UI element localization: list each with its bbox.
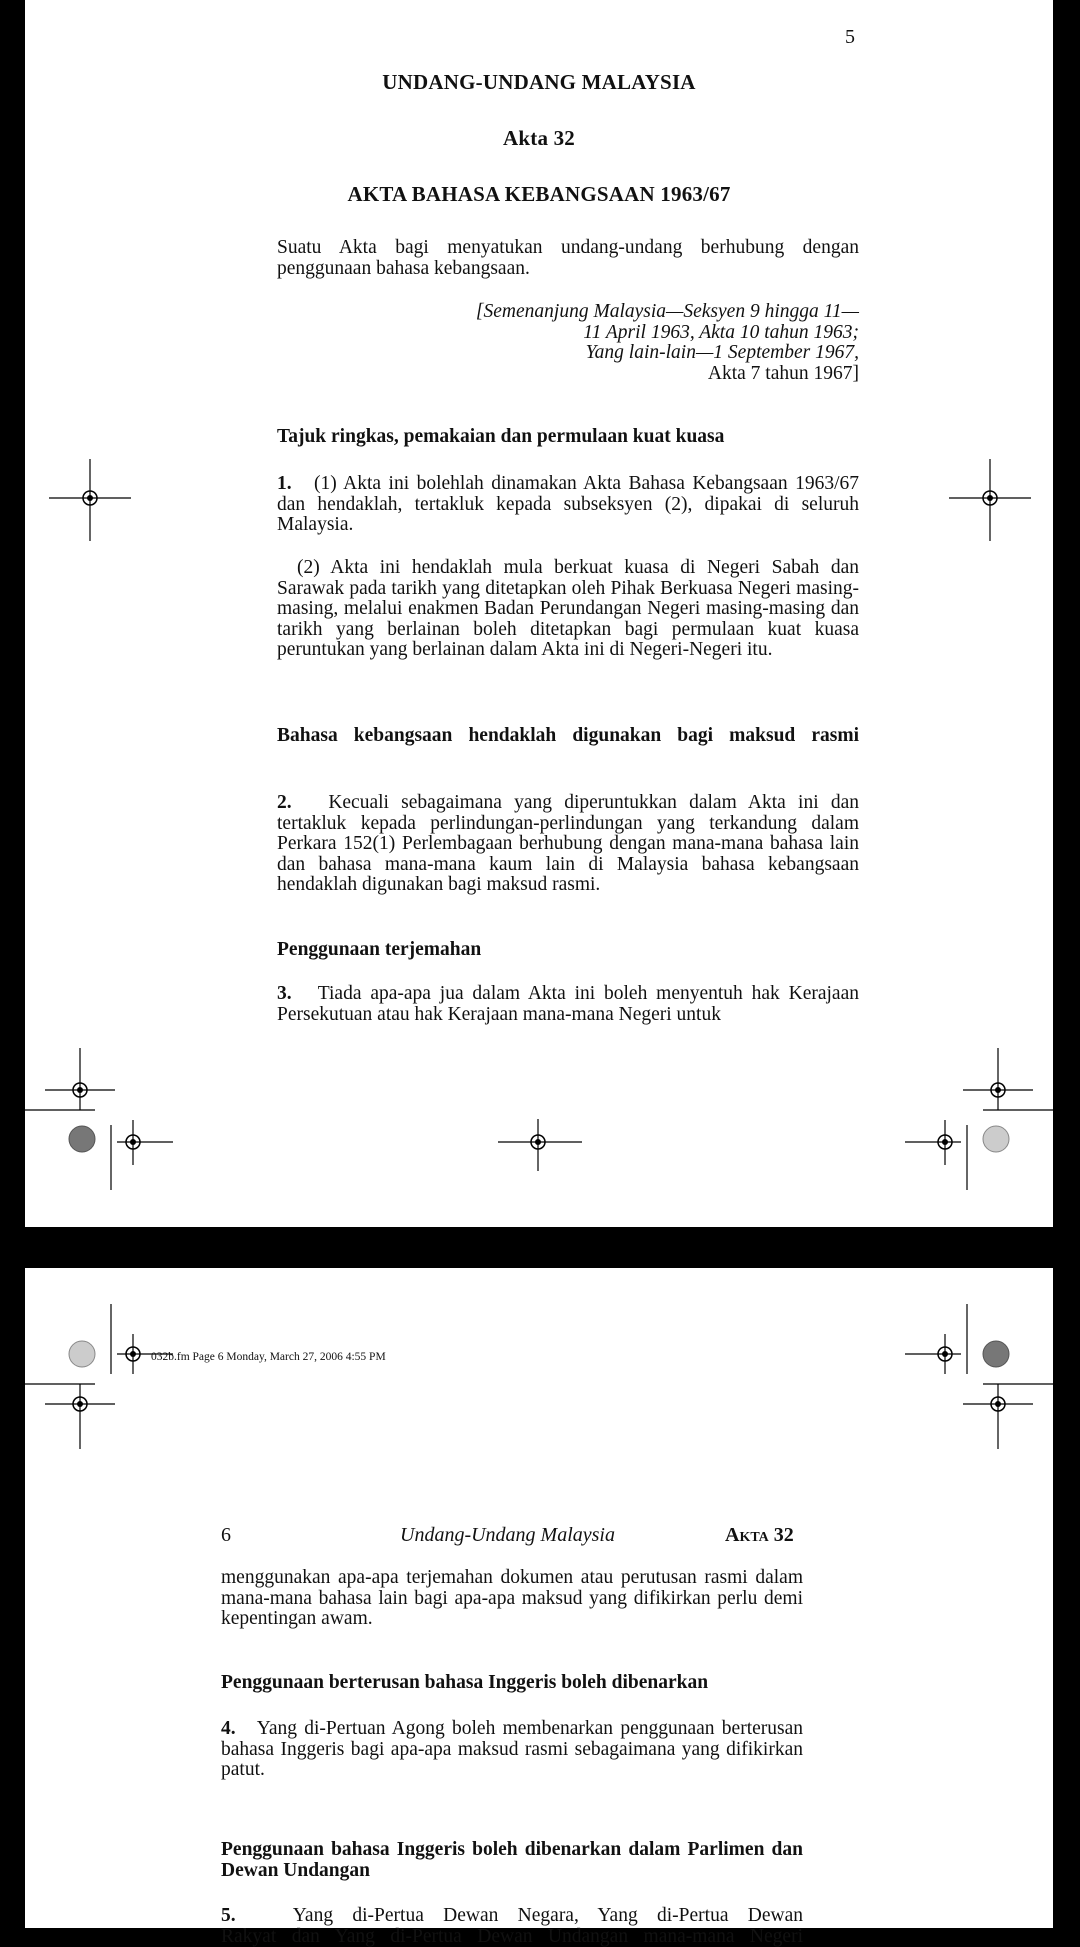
registration-mark-right-icon bbox=[945, 455, 1035, 545]
section-3-heading: Penggunaan terjemahan bbox=[277, 939, 482, 960]
section-2-heading-line bbox=[277, 726, 859, 747]
file-slug: 032b.fm Page 6 Monday, March 27, 2006 4:55 PM bbox=[151, 1351, 386, 1363]
commencement-line-3: Yang lain-lain—1 September 1967, bbox=[585, 342, 859, 363]
section-1-subsection-2: (2) Akta ini hendaklah mula berkuat kuasa di Negeri Sabah dan Sarawak pada tarikh yang ditetapkan oleh Pihak Berkuasa Negeri masing-masing, melalui enakmen Badan Perundangan Negeri masing-masing dan tarikh yang berlainan boleh ditetapkan bagi permulaan kuat kuasa peruntukan yang berlainan dalam Akta ini di Negeri-Negeri itu. bbox=[277, 557, 859, 660]
commencement-note bbox=[415, 302, 859, 384]
section-1-subsection-1 bbox=[277, 474, 859, 536]
crop-marks-top-right-icon bbox=[883, 1304, 1053, 1454]
running-act-number: 32 bbox=[773, 1524, 794, 1546]
crop-marks-bottom-left-icon bbox=[25, 1040, 195, 1190]
section-2-body bbox=[277, 793, 859, 896]
running-title: Undang-Undang Malaysia bbox=[400, 1524, 615, 1546]
section-4-body bbox=[221, 1719, 803, 1781]
section-1-number: 1. bbox=[277, 473, 292, 494]
section-5-number: 5. bbox=[221, 1905, 236, 1926]
running-act-word: Akta bbox=[725, 1524, 769, 1546]
law-title: UNDANG-UNDANG MALAYSIA bbox=[382, 70, 696, 94]
section-2-heading: Bahasa kebangsaan hendaklah digunakan bagi maksud rasmi bbox=[277, 725, 859, 746]
section-3-body bbox=[277, 984, 859, 1025]
page-number: 5 bbox=[845, 26, 855, 48]
act-number: Akta 32 bbox=[503, 126, 575, 150]
document-page-5 bbox=[25, 0, 1053, 1227]
section-3-continuation: menggunakan apa-apa terjemahan dokumen atau perutusan rasmi dalam mana-mana bahasa lain bagi apa-apa maksud yang difikirkan perlu demi kepentingan awam. bbox=[221, 1567, 803, 1629]
section-1-sub1-text: (1) Akta ini bolehlah dinamakan Akta Bahasa Kebangsaan 1963/67 dan hendaklah, tertakluk kepada subseksyen (2), dipakai di seluruh Malaysia. bbox=[277, 473, 860, 535]
document-page-6 bbox=[25, 1268, 1053, 1947]
commencement-line-1: [Semenanjung Malaysia—Seksyen 9 hingga 11— bbox=[475, 301, 859, 322]
running-act bbox=[725, 1524, 794, 1547]
section-4-number: 4. bbox=[221, 1718, 236, 1739]
section-3-text: Tiada apa-apa jua dalam Akta ini boleh menyentuh hak Kerajaan Persekutuan atau hak Kerajaan mana-mana Negeri untuk bbox=[277, 983, 859, 1025]
running-page-number: 6 bbox=[221, 1524, 231, 1546]
section-4-heading: Penggunaan berterusan bahasa Inggeris boleh dibenarkan bbox=[221, 1672, 709, 1693]
section-5-heading: Penggunaan bahasa Inggeris boleh dibenarkan dalam Parlimen dan Dewan Undangan bbox=[221, 1839, 803, 1881]
section-4-text: Yang di-Pertuan Agong boleh membenarkan penggunaan berterusan bahasa Inggeris bagi apa-apa maksud rasmi sebagaimana yang difikirkan patut. bbox=[221, 1718, 804, 1780]
registration-mark-left-icon bbox=[45, 455, 135, 545]
act-title: AKTA BAHASA KEBANGSAAN 1963/67 bbox=[347, 182, 731, 206]
crop-marks-top-left-icon bbox=[25, 1304, 195, 1454]
long-title: Suatu Akta bagi menyatukan undang-undang berhubung dengan penggunaan bahasa kebangsaan. bbox=[277, 237, 859, 279]
section-5-body bbox=[221, 1906, 803, 1947]
section-1-heading: Tajuk ringkas, pemakaian dan permulaan kuat kuasa bbox=[277, 426, 725, 447]
section-5-text-line-2: Rakyat dan Yang di-Pertua Dewan Undangan mana-mana Negeri bbox=[221, 1925, 803, 1947]
crop-marks-bottom-right-icon bbox=[883, 1040, 1053, 1190]
section-3-number: 3. bbox=[277, 983, 292, 1004]
section-5-text-line-1: Yang di-Pertua Dewan Negara, Yang di-Pertua Dewan bbox=[292, 1905, 803, 1926]
registration-mark-bottom-center-icon bbox=[495, 1115, 585, 1175]
section-2-number: 2. bbox=[277, 792, 292, 813]
commencement-line-2: 11 April 1963, Akta 10 tahun 1963; bbox=[583, 321, 859, 343]
commencement-line-4: Akta 7 tahun 1967] bbox=[707, 362, 859, 384]
section-2-text: Kecuali sebagaimana yang diperuntukkan dalam Akta ini dan tertakluk kepada perlindungan-perlindungan yang terkandung dalam Perkara 152(1) Perlembagaan berhubung dengan mana-mana bahasa lain dan bahasa mana-mana kaum lain di Malaysia bahasa kebangsaan hendaklah digunakan bagi maksud rasmi. bbox=[277, 792, 860, 895]
